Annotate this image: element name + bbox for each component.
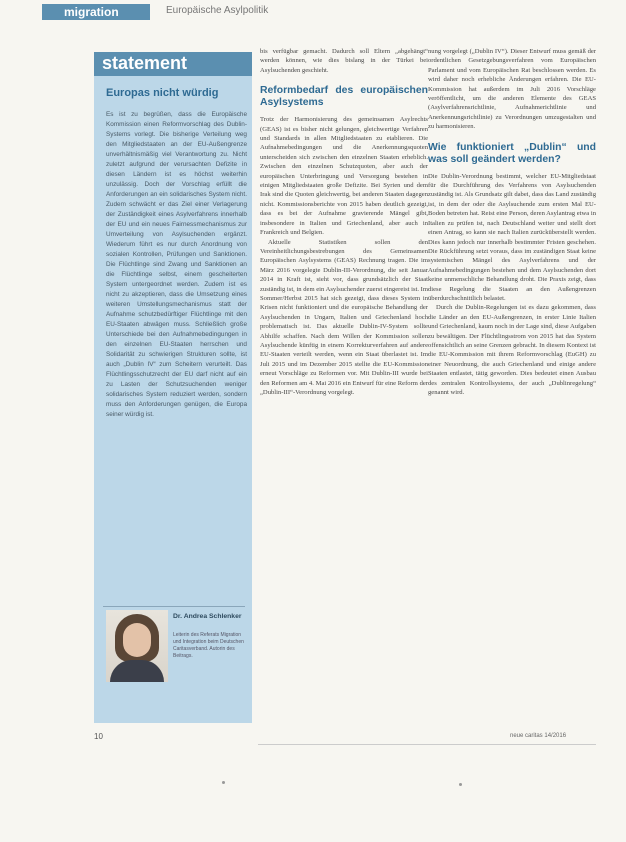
right-intro: nung vorgelegt („Dublin IV“). Dieser Entwurf muss gemäß der ordentlichen Gesetzgebungsverfahren vom Europäischen Parlament und vom Europäischen Rat beschlossen werden. Es wird daher noch erhebliche Änderungen erfahren. Die EU-Kommission hat außerdem im Juli 2016 Vorschläge veröffentlicht, um die anderen Elemente des GEAS (Asylverfahrensrichtlinie, Aufnahmerichtlinie und Anerkennungsrichtlinie) zu Verordnungen umzugestalten und zu harmonisieren. <box>428 48 596 131</box>
section-tab: migration <box>42 4 150 20</box>
right-heading: Wie funktioniert „Dublin“ und was soll geändert werden? <box>428 141 596 165</box>
statement-banner: statement <box>94 52 252 76</box>
middle-intro: bis verfügbar gemacht. Dadurch soll Eltern „abgehängt“ werden können, wie dies bislang in der Türkei bei Asylsuchenden geschieht. <box>260 48 428 74</box>
scan-speck <box>222 781 225 784</box>
photo-face <box>123 623 151 657</box>
middle-paragraph: Trotz der Harmonisierung des gemeinsamen Asylrechts (GEAS) ist es bisher nicht gelungen, gleichwertige Verfahren und Standards in allen Mitgliedstaaten zu etablieren. Die Aufnahmebedingungen und die Anerkennungsquoten unterscheiden sich zwischen den einzelnen Staaten erheblich. Zwischen den einzelnen Schutzquoten, aber auch der europäischen Unterbringung und Versorgung bestehen in einigen Mitgliedstaaten große Defizite. Bei Syrien und dem Irak sind die Quoten gleichwertig, bei anderen Staaten dagegen nicht. Kommissionsberichte von 2015 haben deutlich gezeigt, dass es bei der Aufnahme gravierende Mängel gibt, insbesondere in Italien und Griechenland, aber auch in Frankreich und Belgien. <box>260 116 428 237</box>
photo-body <box>110 660 164 682</box>
right-column <box>428 47 596 727</box>
author-photo <box>106 610 168 682</box>
right-paragraph: Die Dublin-Verordnung bestimmt, welcher EU-Mitgliedstaat für die Durchführung des Verfahrens von Asylsuchenden zuständig ist. Als Grundsatz gilt dabei, dass das Land zuständig ist, in dem der oder die Asylsuchende zum ersten Mal EU-Boden betreten hat. Reist eine Person, deren Asylantrag etwa in Italien zu prüfen ist, nach Deutschland weiter und stellt dort einen Antrag, so kann sie nach Italien zurücküberstellt werden. Dies kann jedoch nur innerhalb bestimmter Fristen geschehen. Die Rückführung setzt voraus, dass im zuständigen Staat keine systemischen Mängel des Asylverfahrens und der Aufnahmebedingungen bestehen und dem Asylsuchenden dort keine unmenschliche Behandlung droht. Die Praxis zeigt, dass diese Regelung die Staaten an den Außengrenzen überdurchschnittlich belastet. <box>428 172 596 302</box>
sidebar-body-text: Es ist zu begrüßen, dass die Europäische Kommission einen Reformvorschlag des Dublin-Systems vorlegt. Die bisherige Verteilung weg den Mitgliedstaaten an der EU-Außengrenze unverhältnismäßig viel Verantwortung zu. Nicht zuletzt aufgrund der verursachten Defizite in diesen Ländern ist es höchst weiterhin unzulässig. Doch der Vorschlag erfüllt die Anforderungen an ein solidarisches System nicht. Zudem schwächt er das Ziel einer Verlagerung der Zuständigkeit eines Asylverfahrens innerhalb der EU und ein neues Fairnessmechanismus zur Umverteilung von Asylsuchenden ergänzt. Wiederum führt es nur durch Anordnung von sozialen Kontrollen, Prüfungen und Sanktionen. Die Flüchtlinge sind Zwang und Sanktionen an die Flüchtlinge selbst, einem gescheiterten System untergeordnet werden. Zudem ist es nicht zu akzeptieren, dass die Umsetzung eines weiteren Umstellungsmechanismus statt der Aufnahme schutzbedürftiger Flüchtlinge mit den EU-Staaten abwägen muss. Schließlich große Unterschiede bei den Aufnahmebedingungen in den einzelnen EU-Staaten herrschen und Solidarität zu schwierigen Strukturen sollte, ist auch „Dublin IV“ zum Scheitern verurteilt. Das Flüchtlingsschutzrecht der EU darf nicht auf ein zu Lasten der Schutzsuchenden weniger solidarisches System reduziert werden, sondern muss den Anforderungen genügen, die Europa seiner würdig ist. <box>106 111 247 418</box>
middle-paragraph: Aktuelle Statistiken sollen den Vereinheitlichungsbestrebungen des Gemeinsamen Europäischen Asylsystems (GEAS) Rechnung tragen. Die im März 2016 vorgelegte Dublin-III-Verordnung, die seit Januar 2014 in Kraft ist, sieht vor, dass grundsätzlich der Staat zuständig ist, in dem ein Asylsuchender zuerst eingereist ist. Im Sommer/Herbst 2015 hat sich gezeigt, dass dieses System in Krisen nicht funktioniert und die europäische Behandlung der Asylsuchenden in Ungarn, Italien und Griechenland hoch problematisch ist. Das aktuelle Dublin-IV-System sollte Abhilfe schaffen. Nach dem Willen der Kommission sollen Asylsuchende künftig in einem Korrekturverfahren auf andere EU-Staaten verteilt werden, wenn ein Staat überlastet ist. Im Juli 2015 und im Dezember 2015 stellte die EU-Kommission erneut Vorschläge zu Reformen vor. Mit Dublin-III wurde bei den Reformen am 4. Mai 2016 ein Entwurf für eine Reform der „Dublin-III“-Verordnung vorgelegt. <box>260 238 428 396</box>
author-bio: Leiterin des Referats Migration und Integration beim Deutschen Caritasverband. Autorin des Beitrags. <box>173 632 244 659</box>
page-number: 10 <box>94 732 103 741</box>
middle-heading: Reformbedarf des europäischen Asylsystems <box>260 85 428 109</box>
scan-speck <box>459 783 462 786</box>
author-divider <box>103 606 245 607</box>
right-paragraph: Durch die Dublin-Regelungen ist es dazu gekommen, dass die Länder an den EU-Außengrenzen, in erster Linie Italien und Griechenland, kaum noch in der Lage sind, diese Aufgaben zu bewältigen. Der Flüchtlingsstrom von 2015 hat das System offensichtlich an seine Grenzen gebracht. In diesem Kontext ist die EU-Kommission mit ihrem Reformvorschlag (EuGH) zu einer Neuordnung, die auch Griechenland und einige andere Staaten entlastet, tätig geworden. Dies bedeutet einen Ausbau des zentralen Kontrollsystems, der auch „Dublinregelung“ genannt wird. <box>428 304 596 396</box>
author-name: Dr. Andrea Schlenker <box>173 613 242 620</box>
section-title: Europäische Asylpolitik <box>166 5 269 16</box>
footer-divider <box>258 744 596 745</box>
sidebar-heading: Europas nicht würdig <box>106 87 219 99</box>
middle-column <box>260 47 428 727</box>
footer-publication: neue caritas 14/2016 <box>510 733 567 739</box>
